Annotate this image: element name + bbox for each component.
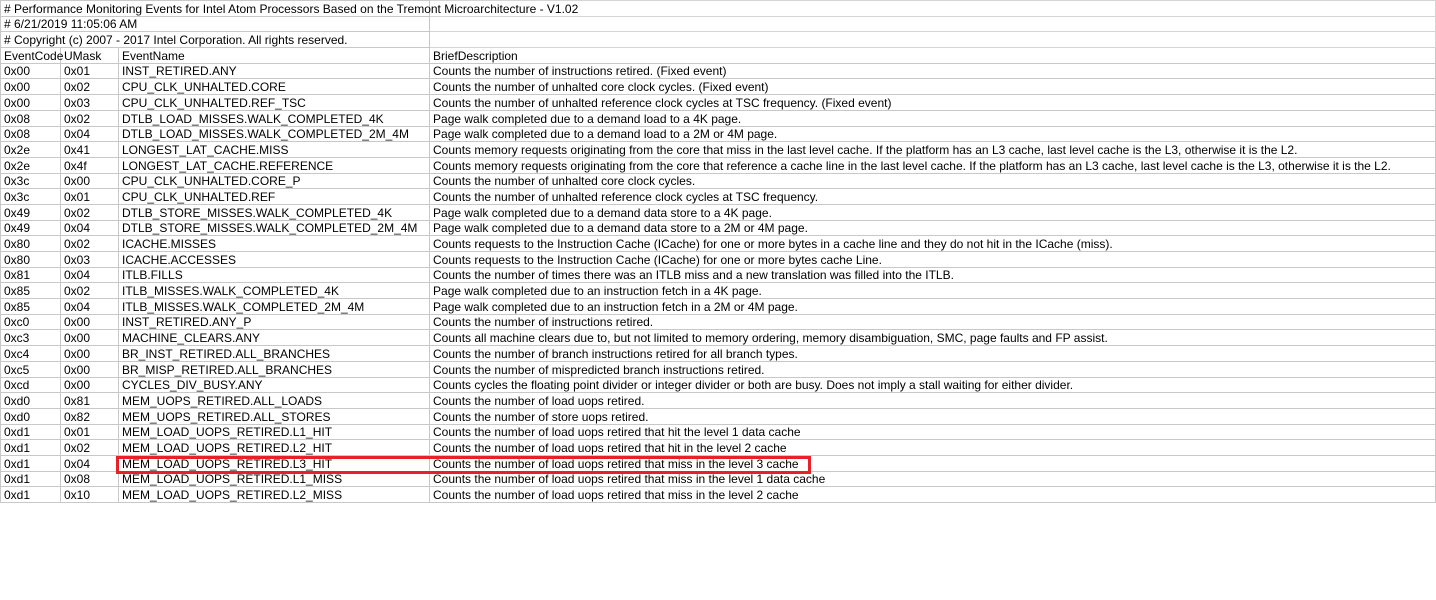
brief-description-cell[interactable]: Page walk completed due to a demand load to a 2M or 4M page. xyxy=(430,126,1436,142)
empty-cell[interactable] xyxy=(61,562,119,577)
umask-cell[interactable]: 0x08 xyxy=(61,471,119,487)
event-code-cell[interactable]: 0x00 xyxy=(1,95,61,111)
event-name-cell[interactable]: LONGEST_LAT_CACHE.MISS xyxy=(119,142,430,158)
table-row xyxy=(1,377,1436,393)
event-name-cell[interactable]: ICACHE.MISSES xyxy=(119,236,430,252)
table-row xyxy=(1,173,1436,189)
umask-cell[interactable]: 0x01 xyxy=(61,189,119,205)
empty-row xyxy=(1,518,1436,533)
empty-cell[interactable] xyxy=(1,562,61,577)
header-comment-cell[interactable]: # 6/21/2019 11:05:06 AM xyxy=(1,16,430,32)
umask-cell[interactable]: 0x00 xyxy=(61,330,119,346)
umask-cell[interactable]: 0x02 xyxy=(61,283,119,299)
brief-description-cell[interactable]: Counts memory requests originating from the core that reference a cache line in the last level cache. If the platform has an L3 cache, last level cache is the L3, otherwise it is the L2. xyxy=(430,157,1436,173)
table-row xyxy=(1,361,1436,377)
header-comment-row xyxy=(1,16,1436,32)
brief-description-cell[interactable]: Counts requests to the Instruction Cache (ICache) for one or more bytes cache Line. xyxy=(430,252,1436,268)
event-code-cell[interactable]: 0xcd xyxy=(1,377,61,393)
empty-row xyxy=(1,562,1436,577)
umask-cell[interactable]: 0x00 xyxy=(61,314,119,330)
brief-description-cell[interactable]: Counts the number of load uops retired that hit in the level 2 cache xyxy=(430,440,1436,456)
brief-description-cell[interactable]: Counts the number of unhalted reference clock cycles at TSC frequency. xyxy=(430,189,1436,205)
event-code-cell[interactable]: 0x00 xyxy=(1,79,61,95)
umask-cell[interactable]: 0x00 xyxy=(61,346,119,362)
empty-cell[interactable] xyxy=(119,562,430,577)
table-row xyxy=(1,189,1436,205)
table-row xyxy=(1,330,1436,346)
table-row xyxy=(1,126,1436,142)
brief-description-cell[interactable]: Page walk completed due to a demand data store to a 4K page. xyxy=(430,204,1436,220)
empty-cell[interactable] xyxy=(430,562,1436,577)
event-name-cell[interactable]: INST_RETIRED.ANY_P xyxy=(119,314,430,330)
event-name-cell[interactable]: DTLB_STORE_MISSES.WALK_COMPLETED_4K xyxy=(119,204,430,220)
event-name-cell[interactable]: BR_MISP_RETIRED.ALL_BRANCHES xyxy=(119,361,430,377)
umask-cell[interactable]: 0x03 xyxy=(61,95,119,111)
umask-cell[interactable]: 0x02 xyxy=(61,440,119,456)
event-name-cell[interactable]: MEM_LOAD_UOPS_RETIRED.L2_MISS xyxy=(119,487,430,503)
event-code-cell[interactable]: 0xd1 xyxy=(1,487,61,503)
event-name-cell[interactable]: ITLB_MISSES.WALK_COMPLETED_2M_4M xyxy=(119,299,430,315)
event-code-cell[interactable]: 0x85 xyxy=(1,283,61,299)
event-code-cell[interactable]: 0x80 xyxy=(1,236,61,252)
event-name-cell[interactable]: DTLB_LOAD_MISSES.WALK_COMPLETED_2M_4M xyxy=(119,126,430,142)
event-name-cell[interactable]: ICACHE.ACCESSES xyxy=(119,252,430,268)
table-row xyxy=(1,393,1436,409)
brief-description-cell[interactable]: Counts memory requests originating from the core that miss in the last level cache. If the platform has an L3 cache, last level cache is the L3, otherwise it is the L2. xyxy=(430,142,1436,158)
table-row xyxy=(1,79,1436,95)
umask-cell[interactable]: 0x10 xyxy=(61,487,119,503)
event-code-cell[interactable]: 0x2e xyxy=(1,157,61,173)
event-code-cell[interactable]: 0x3c xyxy=(1,173,61,189)
event-code-cell[interactable]: 0xd0 xyxy=(1,393,61,409)
empty-row xyxy=(1,532,1436,547)
brief-description-cell[interactable]: Counts the number of unhalted reference clock cycles at TSC frequency. (Fixed event) xyxy=(430,95,1436,111)
brief-description-cell[interactable]: Counts the number of load uops retired that miss in the level 3 cache xyxy=(430,455,1436,471)
empty-cell[interactable] xyxy=(430,32,1436,48)
empty-cell[interactable] xyxy=(119,532,430,547)
spreadsheet-body xyxy=(1,1,1436,592)
event-code-cell[interactable]: 0x85 xyxy=(1,299,61,315)
brief-description-cell[interactable]: Counts requests to the Instruction Cache (ICache) for one or more bytes in a cache line and they do not hit in the ICache (miss). xyxy=(430,236,1436,252)
umask-cell[interactable]: 0x00 xyxy=(61,173,119,189)
event-code-cell[interactable]: 0xc5 xyxy=(1,361,61,377)
brief-description-cell[interactable]: Page walk completed due to a demand load to a 4K page. xyxy=(430,110,1436,126)
umask-cell[interactable]: 0x00 xyxy=(61,377,119,393)
event-name-cell[interactable]: BR_INST_RETIRED.ALL_BRANCHES xyxy=(119,346,430,362)
umask-cell[interactable]: 0x04 xyxy=(61,299,119,315)
column-header-cell[interactable]: EventName xyxy=(119,48,430,64)
brief-description-cell[interactable]: Counts the number of load uops retired that miss in the level 1 data cache xyxy=(430,471,1436,487)
event-code-cell[interactable]: 0xd0 xyxy=(1,408,61,424)
event-code-cell[interactable]: 0x08 xyxy=(1,126,61,142)
empty-cell[interactable] xyxy=(61,518,119,533)
event-name-cell[interactable]: CPU_CLK_UNHALTED.REF_TSC xyxy=(119,95,430,111)
empty-cell[interactable] xyxy=(430,503,1436,518)
brief-description-cell[interactable]: Counts all machine clears due to, but not limited to memory ordering, memory disambiguation, SMC, page faults and FP assist. xyxy=(430,330,1436,346)
column-header-cell[interactable]: BriefDescription xyxy=(430,48,1436,64)
umask-cell[interactable]: 0x01 xyxy=(61,63,119,79)
event-code-cell[interactable]: 0x49 xyxy=(1,220,61,236)
brief-description-cell[interactable]: Counts the number of mispredicted branch instructions retired. xyxy=(430,361,1436,377)
event-code-cell[interactable]: 0xd1 xyxy=(1,440,61,456)
umask-cell[interactable]: 0x04 xyxy=(61,455,119,471)
header-comment-row xyxy=(1,1,1436,17)
column-header-cell[interactable]: UMask xyxy=(61,48,119,64)
table-row xyxy=(1,110,1436,126)
event-name-cell[interactable]: CPU_CLK_UNHALTED.CORE_P xyxy=(119,173,430,189)
table-row xyxy=(1,424,1436,440)
event-name-cell[interactable]: ITLB_MISSES.WALK_COMPLETED_4K xyxy=(119,283,430,299)
brief-description-cell[interactable]: Counts the number of instructions retired. (Fixed event) xyxy=(430,63,1436,79)
empty-cell[interactable] xyxy=(119,547,430,562)
event-code-cell[interactable]: 0x2e xyxy=(1,142,61,158)
empty-cell[interactable] xyxy=(61,576,119,591)
event-name-cell[interactable]: DTLB_STORE_MISSES.WALK_COMPLETED_2M_4M xyxy=(119,220,430,236)
event-name-cell[interactable]: CYCLES_DIV_BUSY.ANY xyxy=(119,377,430,393)
table-row xyxy=(1,267,1436,283)
event-code-cell[interactable]: 0xc3 xyxy=(1,330,61,346)
brief-description-cell[interactable]: Page walk completed due to an instruction fetch in a 2M or 4M page. xyxy=(430,299,1436,315)
empty-cell[interactable] xyxy=(61,532,119,547)
empty-cell[interactable] xyxy=(1,547,61,562)
table-row xyxy=(1,471,1436,487)
umask-cell[interactable]: 0x41 xyxy=(61,142,119,158)
umask-cell[interactable]: 0x03 xyxy=(61,252,119,268)
umask-cell[interactable]: 0x04 xyxy=(61,267,119,283)
empty-cell[interactable] xyxy=(430,518,1436,533)
empty-row xyxy=(1,547,1436,562)
table-row xyxy=(1,346,1436,362)
header-comment-row xyxy=(1,32,1436,48)
umask-cell[interactable]: 0x81 xyxy=(61,393,119,409)
empty-cell[interactable] xyxy=(430,576,1436,591)
umask-cell[interactable]: 0x04 xyxy=(61,126,119,142)
table-row xyxy=(1,408,1436,424)
event-name-cell[interactable]: MEM_LOAD_UOPS_RETIRED.L1_MISS xyxy=(119,471,430,487)
column-header-cell[interactable]: EventCode xyxy=(1,48,61,64)
table-row xyxy=(1,283,1436,299)
table-row xyxy=(1,455,1436,471)
brief-description-cell[interactable]: Counts the number of times there was an ITLB miss and a new translation was filled into the ITLB. xyxy=(430,267,1436,283)
event-name-cell[interactable]: LONGEST_LAT_CACHE.REFERENCE xyxy=(119,157,430,173)
empty-cell[interactable] xyxy=(119,576,430,591)
empty-cell[interactable] xyxy=(61,547,119,562)
event-code-cell[interactable]: 0xd1 xyxy=(1,471,61,487)
empty-cell[interactable] xyxy=(430,547,1436,562)
event-code-cell[interactable]: 0x80 xyxy=(1,252,61,268)
umask-cell[interactable]: 0x02 xyxy=(61,236,119,252)
empty-cell[interactable] xyxy=(119,518,430,533)
table-row xyxy=(1,236,1436,252)
event-code-cell[interactable]: 0xd1 xyxy=(1,424,61,440)
event-name-cell[interactable]: MEM_UOPS_RETIRED.ALL_STORES xyxy=(119,408,430,424)
event-name-cell[interactable]: MACHINE_CLEARS.ANY xyxy=(119,330,430,346)
umask-cell[interactable]: 0x04 xyxy=(61,220,119,236)
column-header-row xyxy=(1,48,1436,64)
event-name-cell[interactable]: MEM_LOAD_UOPS_RETIRED.L2_HIT xyxy=(119,440,430,456)
event-name-cell[interactable]: CPU_CLK_UNHALTED.REF xyxy=(119,189,430,205)
event-name-cell[interactable]: DTLB_LOAD_MISSES.WALK_COMPLETED_4K xyxy=(119,110,430,126)
umask-cell[interactable]: 0x02 xyxy=(61,204,119,220)
header-comment-cell[interactable]: # Copyright (c) 2007 - 2017 Intel Corporation. All rights reserved. xyxy=(1,32,430,48)
table-row xyxy=(1,95,1436,111)
brief-description-cell[interactable]: Counts the number of load uops retired that miss in the level 2 cache xyxy=(430,487,1436,503)
event-name-cell[interactable]: MEM_LOAD_UOPS_RETIRED.L3_HIT xyxy=(119,455,430,471)
brief-description-cell[interactable]: Page walk completed due to an instruction fetch in a 4K page. xyxy=(430,283,1436,299)
event-name-cell[interactable]: MEM_UOPS_RETIRED.ALL_LOADS xyxy=(119,393,430,409)
umask-cell[interactable]: 0x82 xyxy=(61,408,119,424)
brief-description-cell[interactable]: Counts the number of unhalted core clock cycles. (Fixed event) xyxy=(430,79,1436,95)
event-name-cell[interactable]: INST_RETIRED.ANY xyxy=(119,63,430,79)
brief-description-cell[interactable]: Counts cycles the floating point divider or integer divider or both are busy. Does not imply a stall waiting for either divider. xyxy=(430,377,1436,393)
umask-cell[interactable]: 0x01 xyxy=(61,424,119,440)
brief-description-cell[interactable]: Counts the number of unhalted core clock cycles. xyxy=(430,173,1436,189)
umask-cell[interactable]: 0x02 xyxy=(61,79,119,95)
event-code-cell[interactable]: 0x08 xyxy=(1,110,61,126)
empty-row xyxy=(1,503,1436,518)
table-row xyxy=(1,142,1436,158)
event-name-cell[interactable]: ITLB.FILLS xyxy=(119,267,430,283)
event-code-cell[interactable]: 0x81 xyxy=(1,267,61,283)
event-code-cell[interactable]: 0xd1 xyxy=(1,455,61,471)
event-code-cell[interactable]: 0xc0 xyxy=(1,314,61,330)
brief-description-cell[interactable]: Counts the number of load uops retired that hit the level 1 data cache xyxy=(430,424,1436,440)
table-row xyxy=(1,487,1436,503)
event-code-cell[interactable]: 0x3c xyxy=(1,189,61,205)
empty-cell[interactable] xyxy=(61,503,119,518)
table-row xyxy=(1,157,1436,173)
event-code-cell[interactable]: 0xc4 xyxy=(1,346,61,362)
brief-description-cell[interactable]: Counts the number of instructions retired. xyxy=(430,314,1436,330)
brief-description-cell[interactable]: Counts the number of branch instructions retired for all branch types. xyxy=(430,346,1436,362)
empty-cell[interactable] xyxy=(119,503,430,518)
empty-cell[interactable] xyxy=(1,503,61,518)
umask-cell[interactable]: 0x02 xyxy=(61,110,119,126)
event-code-cell[interactable]: 0x49 xyxy=(1,204,61,220)
table-row xyxy=(1,220,1436,236)
brief-description-cell[interactable]: Counts the number of store uops retired. xyxy=(430,408,1436,424)
brief-description-cell[interactable]: Page walk completed due to a demand data store to a 2M or 4M page. xyxy=(430,220,1436,236)
empty-cell[interactable] xyxy=(1,576,61,591)
umask-cell[interactable]: 0x00 xyxy=(61,361,119,377)
brief-description-cell[interactable]: Counts the number of load uops retired. xyxy=(430,393,1436,409)
event-name-cell[interactable]: MEM_LOAD_UOPS_RETIRED.L1_HIT xyxy=(119,424,430,440)
header-comment-cell[interactable]: # Performance Monitoring Events for Intel Atom Processors Based on the Tremont Microarchitecture - V1.02 xyxy=(1,1,430,17)
empty-cell[interactable] xyxy=(430,1,1436,17)
event-code-cell[interactable]: 0x00 xyxy=(1,63,61,79)
table-row xyxy=(1,314,1436,330)
event-name-cell[interactable]: CPU_CLK_UNHALTED.CORE xyxy=(119,79,430,95)
table-row xyxy=(1,204,1436,220)
empty-row xyxy=(1,576,1436,591)
table-row xyxy=(1,440,1436,456)
table-row xyxy=(1,252,1436,268)
table-row xyxy=(1,299,1436,315)
empty-cell[interactable] xyxy=(430,532,1436,547)
table-row xyxy=(1,63,1436,79)
empty-cell[interactable] xyxy=(430,16,1436,32)
umask-cell[interactable]: 0x4f xyxy=(61,157,119,173)
empty-cell[interactable] xyxy=(1,518,61,533)
empty-cell[interactable] xyxy=(1,532,61,547)
